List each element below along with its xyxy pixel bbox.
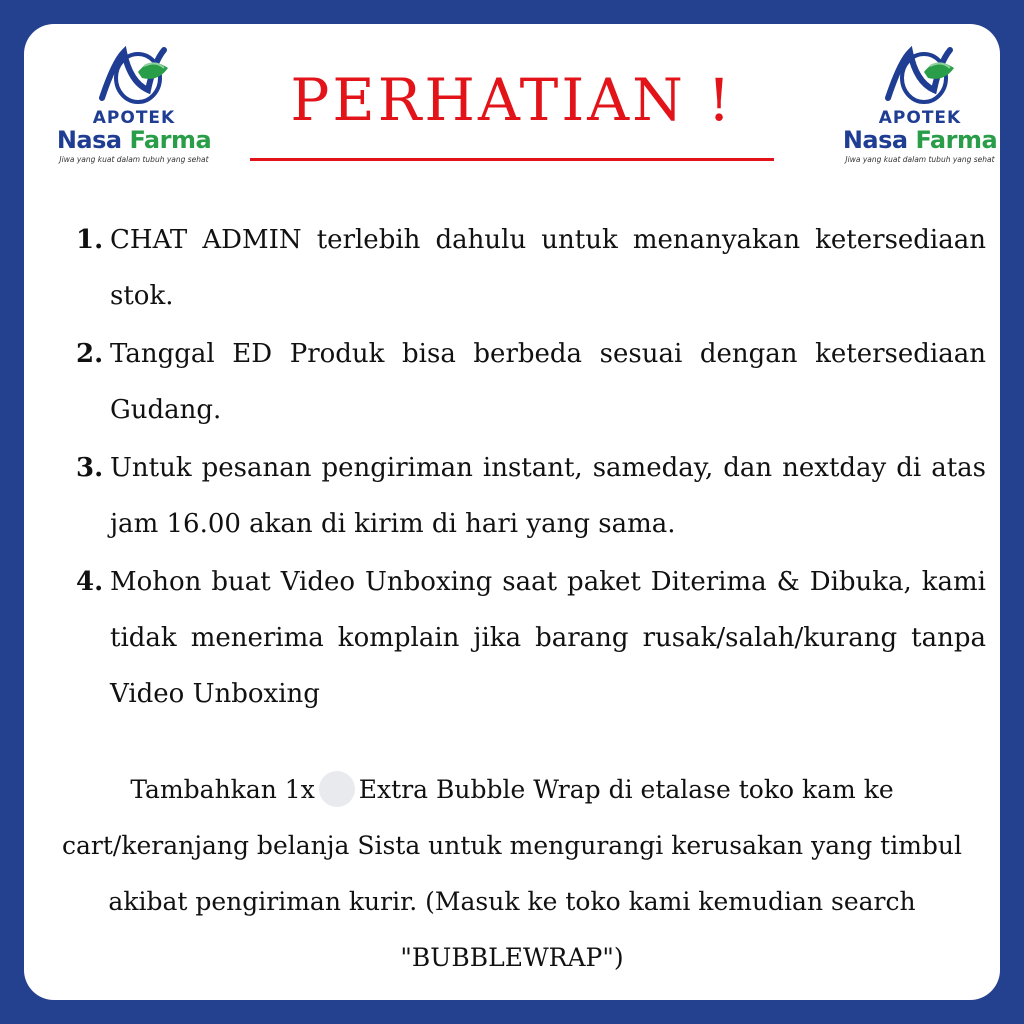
logo-right [830, 42, 1000, 172]
notice-card [24, 24, 1000, 1000]
logo-tagline: Jiwa yang kuat dalam tubuh yang sehat [845, 155, 995, 164]
logo-apotek-text: APOTEK [878, 108, 962, 128]
logo-tagline: Jiwa yang kuat dalam tubuh yang sehat [59, 155, 209, 164]
note-text-before: Tambahkan 1x [130, 775, 315, 804]
item-text: CHAT ADMIN terlebih dahulu untuk menanyakan ketersediaan stok. [110, 225, 986, 311]
item-text: Mohon buat Video Unboxing saat paket Diterima & Dibuka, kami tidak menerima komplain jika barang rusak/salah/kurang tanpa Video Unboxing [110, 567, 986, 709]
item-number: 1. [76, 225, 104, 255]
logo-apotek-text: APOTEK [92, 108, 176, 128]
list-item [76, 326, 986, 438]
page-title: PERHATIAN ! [290, 66, 734, 134]
list-item [76, 554, 986, 722]
bubble-wrap-note [38, 762, 986, 986]
logo-brand-text: Nasa Farma [842, 126, 998, 154]
logo-left [44, 42, 224, 172]
item-number: 3. [76, 453, 104, 483]
nasa-farma-logo-icon [880, 42, 960, 108]
list-item [76, 212, 986, 324]
notice-list [76, 212, 986, 722]
list-item [76, 440, 986, 552]
item-text: Tanggal ED Produk bisa berbeda sesuai dengan ketersediaan Gudang. [110, 339, 986, 425]
nasa-farma-logo-icon [94, 42, 174, 108]
item-text: Untuk pesanan pengiriman instant, sameday, dan nextday di atas jam 16.00 akan di kirim di hari yang sama. [110, 453, 986, 539]
logo-brand-text: Nasa Farma [56, 126, 212, 154]
item-number: 2. [76, 339, 104, 369]
note-text-after: Extra Bubble Wrap di etalase toko kam ke cart/keranjang belanja Sista untuk mengurangi kerusakan yang timbul akibat pengiriman kurir. (Masuk ke toko kami kemudian search "BUBBLEWRAP") [62, 775, 962, 972]
item-number: 4. [76, 567, 104, 597]
title-underline [250, 158, 774, 161]
bubble-icon [319, 771, 355, 807]
